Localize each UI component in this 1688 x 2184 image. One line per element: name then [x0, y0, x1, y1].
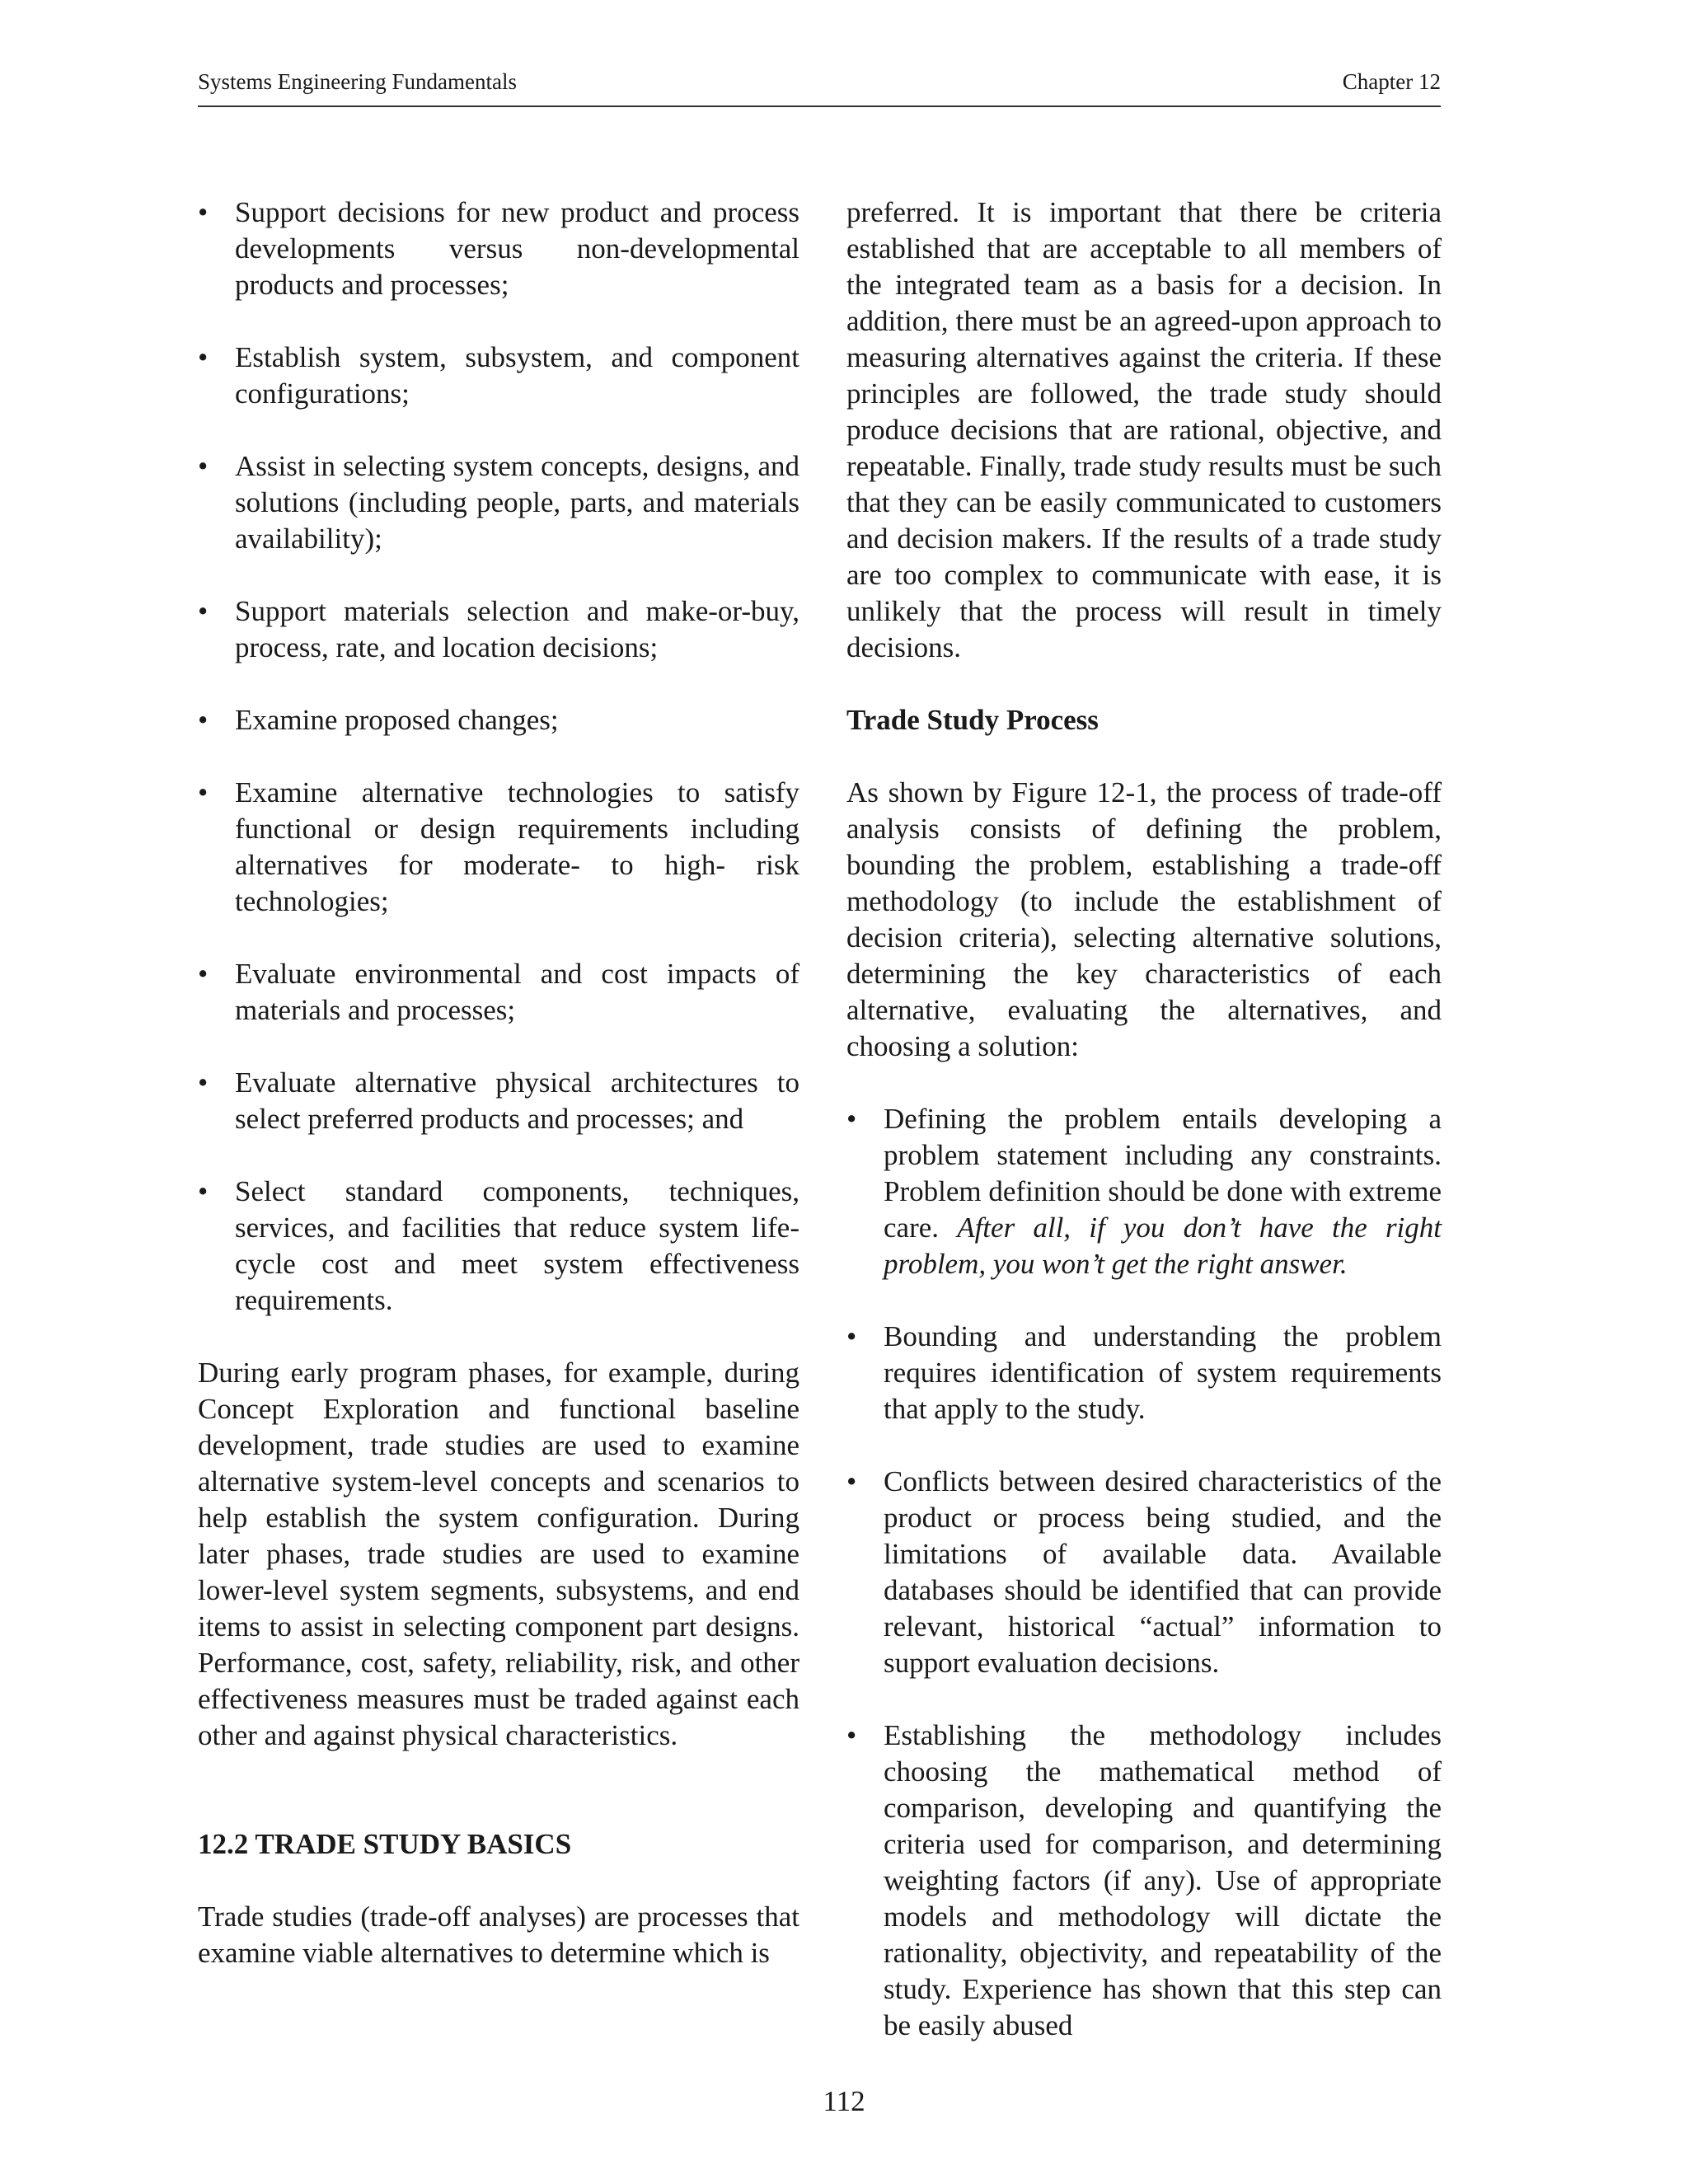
bullet-marker: •: [846, 1103, 857, 1135]
continuation-paragraph: preferred. It is important that there be criteria established that are acceptable to all members of the integrated team as a basis for a decision. In addition, there must be an agreed-upon approach to measuring alternatives against the criteria. If these principles are followed, the trade study should produce decisions that are rational, objective, and repeatable. Finally, trade study results must be such that they can be easily communicated to customers and decision makers. If the results of a trade study are too complex to communicate with ease, it is unlikely that the process will result in timely decisions.: [846, 196, 1442, 663]
list-item: • Bounding and understanding the problem requires identification of system requirements that apply to the study.: [846, 1320, 1442, 1425]
bullet-marker: •: [198, 704, 209, 736]
bullet-marker: •: [846, 1719, 857, 1751]
process-intro-paragraph: As shown by Figure 12-1, the process of trade-off analysis consists of defining the problem, bounding the problem, establishing a trade-off methodology (to include the establishment of decision criteria), selecting alternative solutions, determining the key characteristics of each alternative, evaluating the alternatives, and choosing a solution:: [846, 776, 1442, 1062]
process-steps-list: [846, 1101, 1442, 2044]
running-header: [198, 69, 1441, 107]
bullet-marker: •: [198, 958, 209, 990]
list-item: • Defining the problem entails developing a problem statement including any constraints. Problem definition should be done with extreme care. After all, if you don’t have the right problem, you won’t get the right answer.: [846, 1103, 1442, 1280]
list-item: • Assist in selecting system concepts, designs, and solutions (including people, parts, and materials availability);: [198, 450, 799, 555]
header-chapter: Chapter 12: [1342, 69, 1441, 94]
list-item: • Support materials selection and make-or-buy, process, rate, and location decisions;: [198, 595, 799, 663]
bullet-marker: •: [198, 1066, 209, 1099]
header-book-title: Systems Engineering Fundamentals: [198, 69, 517, 94]
bullet-marker: •: [198, 341, 209, 373]
section-intro-paragraph: Trade studies (trade-off analyses) are processes that examine viable alternatives to determine which is: [198, 1900, 799, 1969]
list-item: • Evaluate environmental and cost impacts of materials and processes;: [198, 958, 799, 1026]
list-item: • Select standard components, techniques, services, and facilities that reduce system life-cycle cost and meet system effectiveness requirements.: [198, 1175, 799, 1316]
bullet-marker: •: [198, 1175, 209, 1207]
list-item: • Support decisions for new product and process developments versus non-developmental products and processes;: [198, 196, 799, 301]
left-column: [198, 194, 799, 2008]
section-heading: 12.2 TRADE STUDY BASICS: [198, 1828, 572, 1860]
subsection-heading: Trade Study Process: [846, 704, 1099, 736]
bullet-marker: •: [846, 1465, 857, 1497]
bullet-marker: •: [846, 1320, 857, 1352]
emphasis-text: After all, if you don’t have the right problem, you won’t get the right answer.: [884, 1212, 1442, 1280]
list-item: • Examine proposed changes;: [198, 702, 799, 738]
bullet-marker: •: [198, 776, 209, 808]
bullet-marker: •: [198, 196, 209, 228]
list-item: • Establish system, subsystem, and component configurations;: [198, 341, 799, 410]
bullet-marker: •: [198, 450, 209, 482]
early-phases-paragraph: During early program phases, for example, during Concept Exploration and functional baseline development, trade studies are used to examine alternative system-level concepts and scenarios to help establish the system configuration. During later phases, trade studies are used to examine lower-level system segments, subsystems, and end items to assist in selecting component part designs. Performance, cost, safety, reliability, risk, and other effectiveness measures must be traded against each other and against physical characteristics.: [198, 1357, 799, 1751]
right-column: [846, 194, 1442, 2080]
list-item: • Evaluate alternative physical architectures to select preferred products and processes; and: [198, 1066, 799, 1135]
objectives-list: [198, 194, 799, 1319]
list-item: • Establishing the methodology includes choosing the mathematical method of comparison, developing and quantifying the criteria used for comparison, and determining weighting factors (if any). Use of appropriate models and methodology will dictate the rationality, objectivity, and repeatability of the study. Experience has shown that this step can be easily abused: [846, 1719, 1442, 2041]
bullet-marker: •: [198, 595, 209, 627]
list-item: • Examine alternative technologies to satisfy functional or design requirements including alternatives for moderate- to high- risk technologies;: [198, 776, 799, 917]
page-number: 112: [823, 2085, 865, 2117]
list-item: • Conflicts between desired characteristics of the product or process being studied, and the limitations of available data. Available databases should be identified that can provide relevant, historical “actual” information to support evaluation decisions.: [846, 1465, 1442, 1679]
